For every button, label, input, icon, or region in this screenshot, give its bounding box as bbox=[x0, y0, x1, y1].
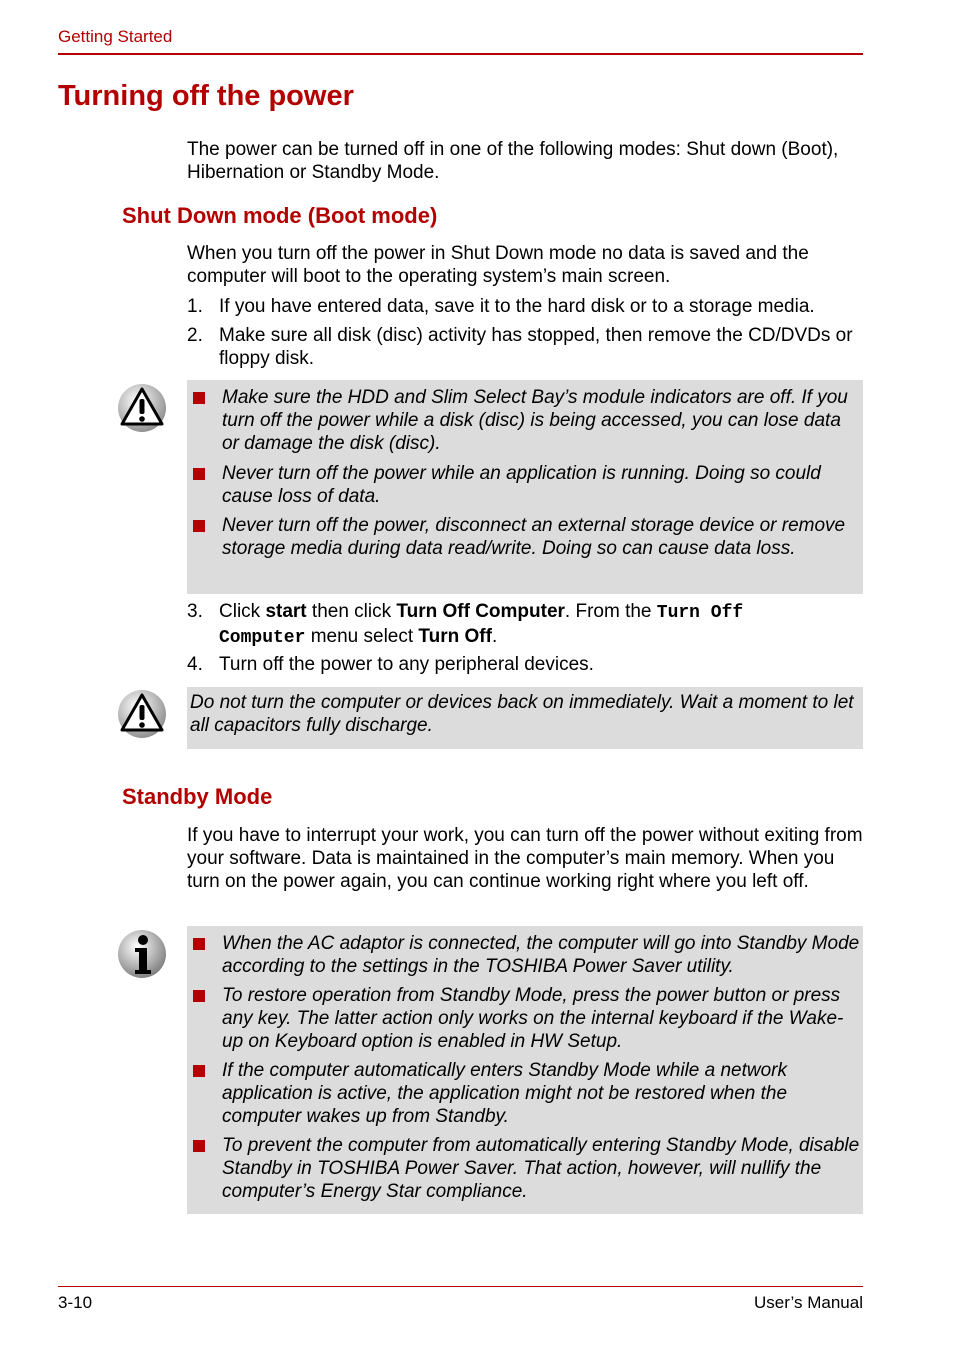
step-text: Turn off the power to any peripheral devices. bbox=[219, 654, 594, 675]
ui-term-start: start bbox=[265, 601, 307, 622]
bullet-square-icon bbox=[193, 1140, 205, 1152]
step-text-part: . bbox=[491, 626, 498, 647]
intro-paragraph: The power can be turned off in one of the following modes: Shut down (Boot), Hibernation or Standby Mode. bbox=[187, 139, 839, 183]
warning-box bbox=[187, 380, 863, 594]
bullet-square-icon bbox=[193, 1065, 205, 1077]
step-text-part: Click bbox=[219, 601, 266, 622]
running-header: Getting Started bbox=[58, 27, 173, 46]
warning-text: Never turn off the power while an application is running. Doing so could cause loss of data. bbox=[222, 463, 821, 507]
note-text: When the AC adaptor is connected, the computer will go into Standby Mode according to the settings in the TOSHIBA Power Saver utility. bbox=[222, 933, 860, 977]
ui-term-turn-off-computer: Turn Off Computer bbox=[396, 601, 565, 622]
warning-text: Never turn off the power, disconnect an external storage device or remove storage media during data read/write. Doing so can cause data loss. bbox=[222, 515, 846, 559]
shutdown-paragraph: When you turn off the power in Shut Down mode no data is saved and the computer will boot to the operating system’s main screen. bbox=[187, 243, 809, 287]
header-rule bbox=[58, 53, 863, 55]
step-number: 4. bbox=[187, 654, 203, 675]
step-text-part: then click bbox=[306, 601, 397, 622]
note-text: To prevent the computer from automatically entering Standby Mode, disable Standby in TOSHIBA Power Saver. That action, however, will nullify the computer’s Energy Star compliance. bbox=[222, 1135, 860, 1202]
note-box bbox=[187, 926, 863, 1214]
warning-triangle-icon bbox=[116, 688, 168, 740]
step-text: Make sure all disk (disc) activity has stopped, then remove the CD/DVDs or floppy disk. bbox=[219, 325, 853, 369]
manual-title: User’s Manual bbox=[754, 1293, 863, 1312]
note-text: To restore operation from Standby Mode, press the power button or press any key. The latter action only works on the internal keyboard if the Wake-up on Keyboard option is enabled in HW Setup. bbox=[222, 985, 844, 1052]
info-icon bbox=[116, 928, 168, 980]
section-heading-standby: Standby Mode bbox=[122, 784, 273, 809]
menu-name-part: Computer bbox=[219, 628, 306, 648]
step-number: 1. bbox=[187, 296, 203, 317]
step-text bbox=[219, 600, 869, 650]
page-number: 3-10 bbox=[58, 1293, 93, 1312]
warning-box bbox=[187, 687, 863, 749]
bullet-square-icon bbox=[193, 990, 205, 1002]
bullet-square-icon bbox=[193, 520, 205, 532]
ui-term-turn-off: Turn Off bbox=[418, 626, 492, 647]
section-heading-shutdown: Shut Down mode (Boot mode) bbox=[122, 203, 438, 228]
note-text: If the computer automatically enters Standby Mode while a network application is active, the application might not be restored when the computer wakes up from Standby. bbox=[222, 1060, 788, 1127]
bullet-square-icon bbox=[193, 468, 205, 480]
bullet-square-icon bbox=[193, 392, 205, 404]
step-text-part: menu select bbox=[305, 626, 419, 647]
footer-rule bbox=[58, 1286, 863, 1287]
warning-text: Do not turn the computer or devices back on immediately. Wait a moment to let all capacitors fully discharge. bbox=[190, 692, 854, 736]
bullet-square-icon bbox=[193, 938, 205, 950]
step-text-part: . From the bbox=[564, 601, 657, 622]
step-number: 3. bbox=[187, 601, 203, 622]
step-text: If you have entered data, save it to the hard disk or to a storage media. bbox=[219, 296, 815, 317]
menu-name-part: Turn Off bbox=[656, 603, 744, 623]
step-number: 2. bbox=[187, 325, 203, 346]
warning-triangle-icon bbox=[116, 382, 168, 434]
standby-paragraph: If you have to interrupt your work, you can turn off the power without exiting from your software. Data is maintained in the computer’s main memory. When you turn on the power again, you can continue working right where you left off. bbox=[187, 825, 863, 892]
warning-text: Make sure the HDD and Slim Select Bay’s module indicators are off. If you turn off the power while a disk (disc) is being accessed, you can lose data or damage the disk (disc). bbox=[222, 387, 848, 454]
page-title: Turning off the power bbox=[58, 80, 354, 112]
